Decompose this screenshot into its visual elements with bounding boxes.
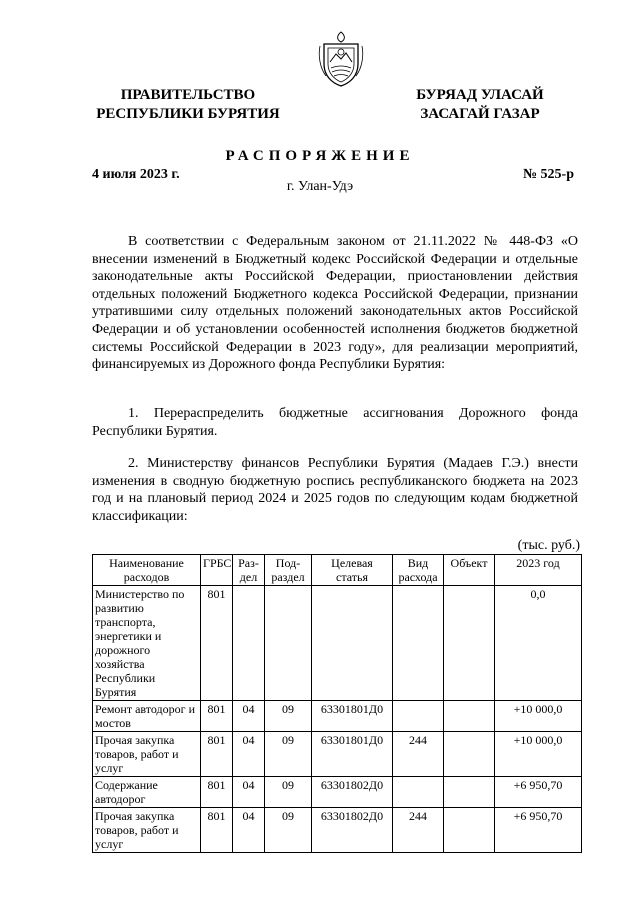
col-header-grbs: ГРБС [201,555,233,586]
col-header-celevaya: Целевая статья [312,555,393,586]
gov-ru-line2: РЕСПУБЛИКИ БУРЯТИЯ [96,106,280,122]
cell-amount: +6 950,70 [495,808,582,853]
cell-razdel [233,586,265,701]
cell-name: Прочая закупка товаров, работ и услуг [93,808,201,853]
cell-name: Ремонт автодорог и мостов [93,701,201,732]
cell-podrazdel: 09 [265,777,312,808]
cell-razdel: 04 [233,808,265,853]
col-header-obekt: Объект [444,555,495,586]
table-row [93,701,582,732]
cell-grbs: 801 [201,586,233,701]
cell-obekt [444,586,495,701]
gov-ru-line1: ПРАВИТЕЛЬСТВО [120,87,256,103]
table-row [93,777,582,808]
cell-vid: 244 [393,808,444,853]
budget-table [92,554,582,853]
cell-celevaya: 63301801Д0 [312,732,393,777]
cell-name: Прочая закупка товаров, работ и услуг [93,732,201,777]
cell-vid [393,777,444,808]
gov-bua-line2: ЗАСАГАЙ ГАЗАР [420,106,540,122]
paragraph-preamble [92,233,578,374]
cell-grbs: 801 [201,732,233,777]
cell-vid: 244 [393,732,444,777]
cell-obekt [444,701,495,732]
cell-vid [393,586,444,701]
paragraph-item-2-text: 2. Министерству финансов Республики Бурятия (Мадаев Г.Э.) внести изменения в сводную бюджетную роспись республиканского бюджета на 2023 год и на плановый период 2024 и 2025 годов по следующим кодам бюджетной классификации: [92,456,578,524]
cell-amount: +10 000,0 [495,732,582,777]
col-header-podrazdel: Под-раздел [265,555,312,586]
paragraph-item-1-text: 1. Перераспределить бюджетные ассигнования Дорожного фонда Республики Бурятия. [92,406,578,439]
col-header-razdel: Раз-дел [233,555,265,586]
cell-amount: +10 000,0 [495,701,582,732]
cell-grbs: 801 [201,808,233,853]
cell-celevaya [312,586,393,701]
document-title: РАСПОРЯЖЕНИЕ [225,148,415,164]
cell-razdel: 04 [233,701,265,732]
paragraph-preamble-text: В соответствии с Федеральным законом от 21.11.2022 № 448-ФЗ «О внесении изменений в Бюджетный кодекс Российской Федерации и отдельные законодательные акты Российской Федерации, приостановлении действия отдельных положений Бюджетного кодекса Российской Федерации, признании утратившими силу отдельных положений законодательных актов Российской Федерации и об установлении особенностей исполнения бюджетов бюджетной системы Российской Федерации в 2023 году», для реализации мероприятий, финансируемых из Дорожного фонда Республики Бурятия: [92,234,578,373]
table-row [93,732,582,777]
cell-obekt [444,777,495,808]
col-header-name: Наименование расходов [93,555,201,586]
cell-grbs: 801 [201,777,233,808]
table-row [93,586,582,701]
cell-podrazdel: 09 [265,732,312,777]
table-header-row [93,555,582,586]
table-row [93,808,582,853]
document-date: 4 июля 2023 г. [92,167,180,182]
paragraph-item-1 [92,405,578,440]
cell-celevaya: 63301802Д0 [312,808,393,853]
cell-grbs: 801 [201,701,233,732]
cell-name: Содержание автодорог [93,777,201,808]
cell-vid [393,701,444,732]
cell-podrazdel: 09 [265,808,312,853]
cell-podrazdel [265,586,312,701]
cell-celevaya: 63301802Д0 [312,777,393,808]
cell-obekt [444,732,495,777]
gov-bua-line1: БУРЯАД УЛАСАЙ [416,87,544,103]
cell-razdel: 04 [233,777,265,808]
government-name-bua [395,86,565,124]
coat-of-arms-icon [316,30,366,88]
government-name-ru [88,86,288,124]
cell-razdel: 04 [233,732,265,777]
document-city: г. Улан-Удэ [286,179,354,194]
cell-podrazdel: 09 [265,701,312,732]
cell-amount: 0,0 [495,586,582,701]
col-header-year: 2023 год [495,555,582,586]
cell-obekt [444,808,495,853]
cell-amount: +6 950,70 [495,777,582,808]
col-header-vid: Вид расхода [393,555,444,586]
cell-name: Министерство по развитию транспорта, энергетики и дорожного хозяйства Республики Бурятия [93,586,201,701]
table-unit: (тыс. руб.) [517,538,580,553]
cell-celevaya: 63301801Д0 [312,701,393,732]
document-number: № 525-р [522,167,574,182]
paragraph-item-2 [92,455,578,525]
